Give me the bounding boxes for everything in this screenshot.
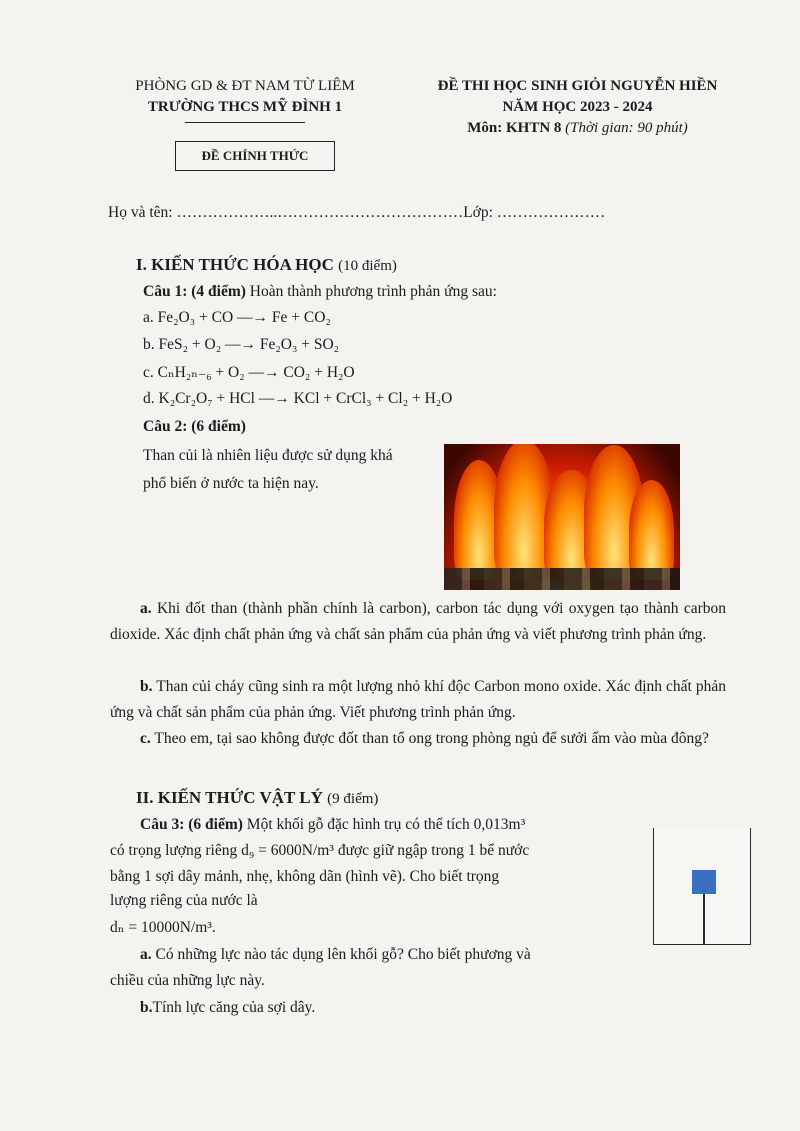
question-1-head: Câu 1: (4 điểm) (143, 283, 246, 300)
section-physics-points: (9 điểm) (327, 791, 379, 807)
water-tank-diagram (653, 828, 751, 945)
student-name-line: Họ và tên: ………………..………………………………Lớp: ………………… (108, 204, 606, 221)
equation-b: b. FeS₂ + O₂ ––→ Fe₂O₃ + SO₂ (143, 336, 340, 353)
subject-label: Môn: KHTN 8 (467, 120, 562, 136)
question-2b-text: Than củi cháy cũng sinh ra một lượng nhỏ khí độc Carbon mono oxide. Xác định chất phản ứng và chất sản phẩm của phản ứng. Viết phương trình phản ứng. (110, 678, 726, 721)
question-3-text-1: Một khối gỗ đặc hình trụ có thể tích 0,013m³ (242, 816, 526, 833)
question-1 (143, 283, 497, 301)
equation-c: c. CₙH₂ₙ₋₆ + O₂ ––→ CO₂ + H₂O (143, 364, 355, 381)
question-3b-label: b. (140, 999, 153, 1016)
time-label: (Thời gian: 90 phút) (565, 120, 688, 136)
question-3-line-4: lượng riêng của nước là (110, 892, 258, 909)
fire-image (444, 444, 680, 590)
official-exam-box: ĐỀ CHÍNH THỨC (175, 141, 335, 171)
question-3b-text: Tính lực căng của sợi dây. (152, 999, 316, 1016)
section-chemistry-title (136, 255, 397, 275)
question-2-intro-2: phổ biến ở nước ta hiện nay. (143, 475, 319, 492)
header-divider (185, 122, 305, 123)
question-2a-label: a. (140, 600, 152, 617)
question-3-line-3: bằng 1 sợi dây mảnh, nhẹ, không dãn (hình vẽ). Cho biết trọng (110, 868, 500, 885)
header-right (405, 78, 750, 137)
school-name: TRƯỜNG THCS MỸ ĐÌNH 1 (147, 99, 343, 115)
question-2a (110, 596, 726, 648)
question-3b (140, 999, 315, 1017)
section-physics-title (136, 788, 378, 808)
question-1-text: Hoàn thành phương trình phản ứng sau: (245, 283, 497, 300)
question-2c-text: Theo em, tại sao không được đốt than tổ ong trong phòng ngủ để sưởi ấm vào mùa đông? (150, 730, 709, 747)
question-2c-label: c. (140, 730, 151, 747)
question-2-intro-1: Than củi là nhiên liệu được sử dụng khá (143, 447, 393, 464)
question-3a-label: a. (140, 946, 152, 963)
question-3a-text-1: Có những lực nào tác dụng lên khối gỗ? Cho biết phương và (151, 946, 531, 963)
question-3-line-2: có trọng lượng riêng d₉ = 6000N/m³ được giữ ngập trong 1 bể nước (110, 842, 530, 859)
section-chemistry-label: I. KIẾN THỨC HÓA HỌC (136, 255, 334, 274)
charcoal-shape (444, 568, 680, 590)
wood-block (692, 870, 716, 894)
question-3-line-1 (140, 816, 525, 834)
question-2b-label: b. (140, 678, 153, 695)
subject-line (405, 120, 750, 137)
exam-title: ĐỀ THI HỌC SINH GIỎI NGUYỄN HIỀN (437, 78, 718, 94)
department-name: PHÒNG GD & ĐT NAM TỪ LIÊM (135, 78, 355, 94)
question-3-line-5: dₙ = 10000N/m³. (110, 919, 216, 936)
question-3-head: Câu 3: (6 điểm) (140, 816, 243, 833)
question-2-label: Câu 2: (6 điểm) (143, 418, 246, 435)
question-2b (110, 674, 726, 726)
question-2a-text: Khi đốt than (thành phần chính là carbon), carbon tác dụng với oxygen tạo thành carbon dioxide. Xác định chất phản ứng và chất sản phẩm của phản ứng và viết phương trình phản ứng. (110, 600, 726, 643)
thread-line (703, 894, 705, 944)
question-2-head (143, 418, 246, 436)
header-left (100, 78, 390, 123)
question-2c (110, 726, 726, 752)
section-chemistry-points: (10 điểm) (338, 258, 397, 274)
equation-d: d. K₂Cr₂O₇ + HCl ––→ KCl + CrCl₃ + Cl₂ + H₂O (143, 390, 453, 407)
school-year: NĂM HỌC 2023 - 2024 (502, 99, 653, 115)
question-3a-line-1 (140, 946, 531, 964)
section-physics-label: II. KIẾN THỨC VẬT LÝ (136, 788, 323, 807)
question-3a-line-2: chiều của những lực này. (110, 972, 265, 989)
equation-a: a. Fe₂O₃ + CO ––→ Fe + CO₂ (143, 309, 331, 326)
